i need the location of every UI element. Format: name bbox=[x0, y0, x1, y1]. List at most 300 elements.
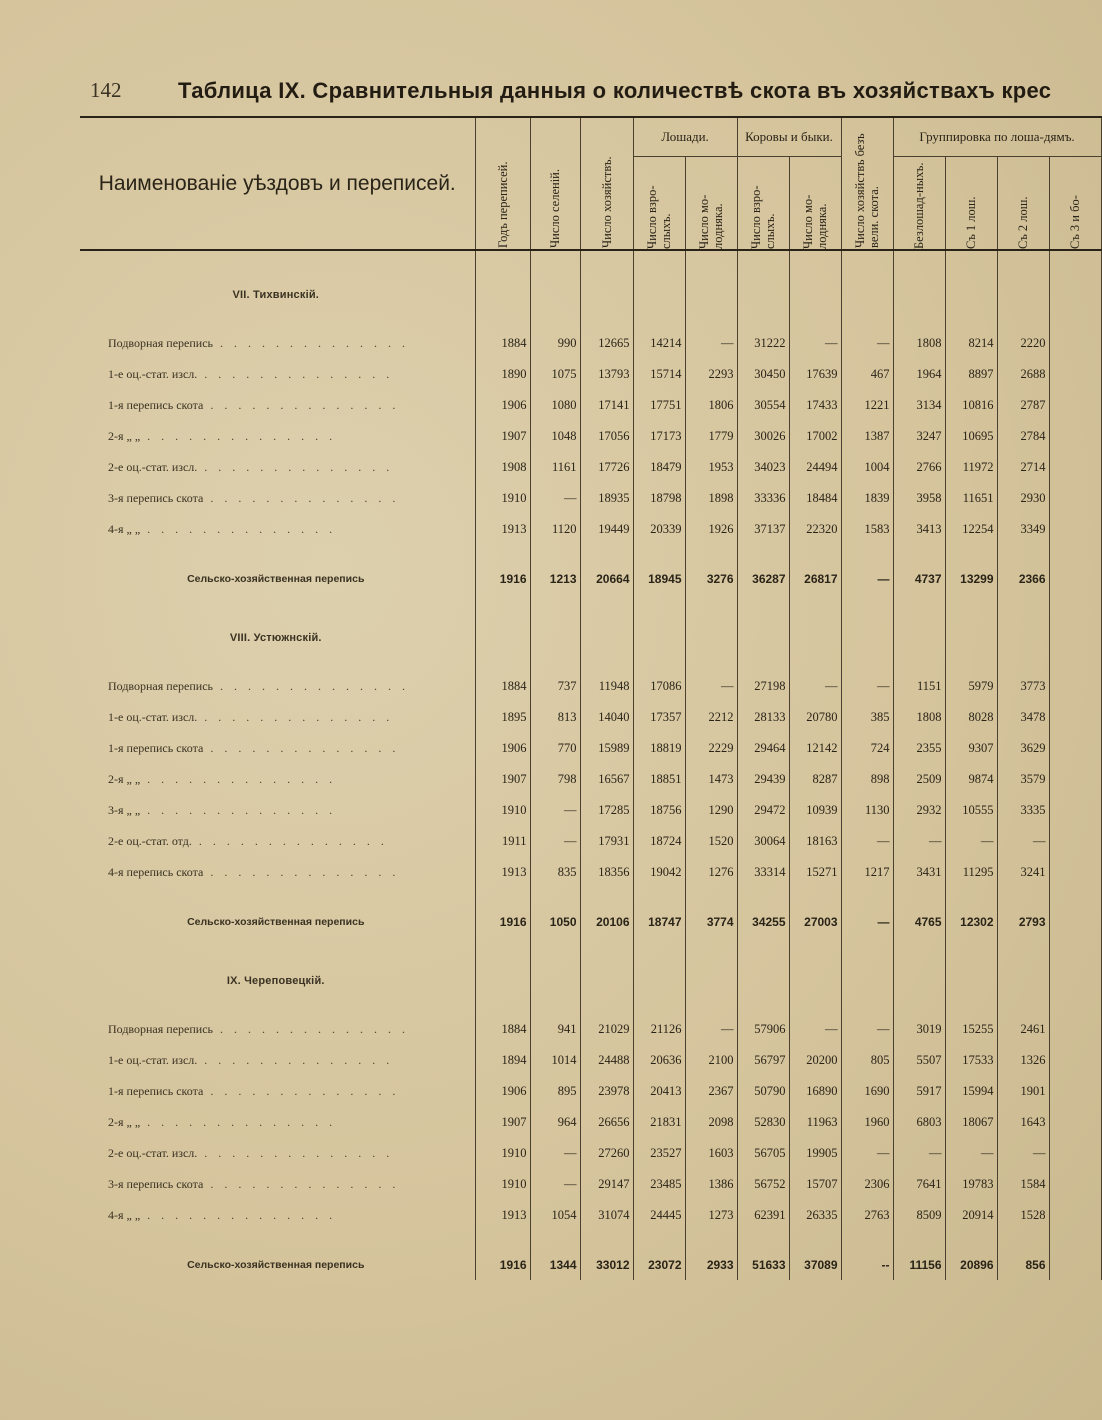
two-horses-cell: 3478 bbox=[997, 702, 1049, 733]
horses-young-cell: 1806 bbox=[685, 390, 737, 421]
three-plus-cell bbox=[1049, 1200, 1101, 1231]
cows-adult-cell: 34023 bbox=[737, 452, 789, 483]
horseless-cell: 5507 bbox=[893, 1045, 945, 1076]
horseless-cell: 2509 bbox=[893, 764, 945, 795]
cows-adult-header: Число взро-слыхъ. bbox=[737, 157, 789, 251]
horses-adult-cell: 23485 bbox=[633, 1169, 685, 1200]
year-cell: 1910 bbox=[475, 483, 530, 514]
cows-young-cell: 8287 bbox=[789, 764, 841, 795]
three-plus-cell bbox=[1049, 826, 1101, 857]
horses-young-cell: 2212 bbox=[685, 702, 737, 733]
cows-adult-cell: 34255 bbox=[737, 906, 789, 937]
horses-young-cell: 1779 bbox=[685, 421, 737, 452]
horseless-cell: 3958 bbox=[893, 483, 945, 514]
villages-cell: 964 bbox=[530, 1107, 580, 1138]
leader-dots: . . . . . . . . . . . . . . bbox=[140, 429, 337, 443]
leader-dots: . . . . . . . . . . . . . . bbox=[140, 1115, 337, 1129]
three-plus-cell bbox=[1049, 328, 1101, 359]
no-cattle-cell: — bbox=[841, 671, 893, 702]
row-label-text: 1-е оц.-стат. изсл. bbox=[108, 1053, 198, 1067]
households-cell: 18935 bbox=[580, 483, 633, 514]
leader-dots: . . . . . . . . . . . . . . bbox=[140, 1208, 337, 1222]
horses-young-cell: 1276 bbox=[685, 857, 737, 888]
row-label bbox=[80, 514, 475, 545]
three-plus-cell bbox=[1049, 359, 1101, 390]
cows-adult-cell: 31222 bbox=[737, 328, 789, 359]
households-cell: 29147 bbox=[580, 1169, 633, 1200]
households-cell: 24488 bbox=[580, 1045, 633, 1076]
households-cell: 17141 bbox=[580, 390, 633, 421]
one-horse-cell: 9307 bbox=[945, 733, 997, 764]
no-cattle-cell: 1217 bbox=[841, 857, 893, 888]
year-cell: 1907 bbox=[475, 421, 530, 452]
three-plus-cell bbox=[1049, 1138, 1101, 1169]
horses-young-cell: 3276 bbox=[685, 563, 737, 594]
horseless-cell: 11156 bbox=[893, 1249, 945, 1280]
two-horses-cell: 2930 bbox=[997, 483, 1049, 514]
cows-adult-cell: 36287 bbox=[737, 563, 789, 594]
no-cattle-cell: 385 bbox=[841, 702, 893, 733]
cows-young-cell: 16890 bbox=[789, 1076, 841, 1107]
three-plus-cell bbox=[1049, 452, 1101, 483]
horses-young-cell: 1953 bbox=[685, 452, 737, 483]
row-label bbox=[80, 483, 475, 514]
villages-cell: 1075 bbox=[530, 359, 580, 390]
row-label bbox=[80, 390, 475, 421]
households-cell: 17056 bbox=[580, 421, 633, 452]
one-horse-cell: 20914 bbox=[945, 1200, 997, 1231]
name-column-header: Наименованіе уѣздовъ и переписей. bbox=[80, 117, 475, 250]
cows-young-cell: 15707 bbox=[789, 1169, 841, 1200]
one-horse-header: Съ 1 лош. bbox=[945, 157, 997, 251]
villages-cell: 941 bbox=[530, 1014, 580, 1045]
cows-young-cell: 22320 bbox=[789, 514, 841, 545]
total-row bbox=[80, 906, 1101, 937]
cows-young-cell: 15271 bbox=[789, 857, 841, 888]
row-label bbox=[80, 857, 475, 888]
households-cell: 26656 bbox=[580, 1107, 633, 1138]
leader-dots: . . . . . . . . . . . . . . bbox=[140, 522, 337, 536]
horses-adult-cell: 21126 bbox=[633, 1014, 685, 1045]
row-label bbox=[80, 906, 475, 937]
horses-adult-cell: 18479 bbox=[633, 452, 685, 483]
horses-adult-cell: 18724 bbox=[633, 826, 685, 857]
no-cattle-column-header: Число хозяйствъ безъ вели. скота. bbox=[841, 117, 893, 250]
no-cattle-cell: — bbox=[841, 906, 893, 937]
villages-cell: — bbox=[530, 1138, 580, 1169]
year-cell: 1916 bbox=[475, 563, 530, 594]
households-cell: 11948 bbox=[580, 671, 633, 702]
cows-adult-cell: 27198 bbox=[737, 671, 789, 702]
spacer-row bbox=[80, 653, 1101, 671]
one-horse-cell: 10695 bbox=[945, 421, 997, 452]
three-plus-cell bbox=[1049, 1045, 1101, 1076]
leader-dots: . . . . . . . . . . . . . . bbox=[140, 803, 337, 817]
horseless-cell: 3134 bbox=[893, 390, 945, 421]
villages-cell: 1050 bbox=[530, 906, 580, 937]
year-cell: 1910 bbox=[475, 1169, 530, 1200]
leader-dots: . . . . . . . . . . . . . . bbox=[197, 367, 394, 381]
households-cell: 20106 bbox=[580, 906, 633, 937]
cows-adult-cell: 30026 bbox=[737, 421, 789, 452]
horseless-cell: 1151 bbox=[893, 671, 945, 702]
horseless-cell: 4765 bbox=[893, 906, 945, 937]
horses-young-cell: 1603 bbox=[685, 1138, 737, 1169]
page-number: 142 bbox=[90, 78, 122, 102]
total-row bbox=[80, 563, 1101, 594]
cows-young-cell: 27003 bbox=[789, 906, 841, 937]
table-row bbox=[80, 733, 1101, 764]
horseless-cell: 1808 bbox=[893, 328, 945, 359]
horseless-cell: 5917 bbox=[893, 1076, 945, 1107]
cows-young-cell: 18163 bbox=[789, 826, 841, 857]
no-cattle-cell: 1130 bbox=[841, 795, 893, 826]
villages-cell: 770 bbox=[530, 733, 580, 764]
row-label-text: 1-я перепись скота bbox=[108, 741, 204, 755]
table-row bbox=[80, 1138, 1101, 1169]
total-row bbox=[80, 1249, 1101, 1280]
leader-dots: . . . . . . . . . . . . . . bbox=[203, 1084, 400, 1098]
row-label-text: 4-я „ „ bbox=[108, 522, 141, 536]
row-label-text: 3-я перепись скота bbox=[108, 491, 204, 505]
horseless-cell: 2932 bbox=[893, 795, 945, 826]
three-plus-cell bbox=[1049, 906, 1101, 937]
two-horses-cell: 2793 bbox=[997, 906, 1049, 937]
horses-adult-cell: 18819 bbox=[633, 733, 685, 764]
one-horse-cell: 10816 bbox=[945, 390, 997, 421]
horses-adult-cell: 14214 bbox=[633, 328, 685, 359]
table-header bbox=[80, 117, 1101, 250]
cows-young-cell: 17002 bbox=[789, 421, 841, 452]
three-plus-cell bbox=[1049, 795, 1101, 826]
households-cell: 33012 bbox=[580, 1249, 633, 1280]
page-title: Таблица IX. Сравнительныя данныя о количествѣ скота въ хозяйствахъ крес bbox=[178, 78, 1052, 103]
two-horses-cell: 3773 bbox=[997, 671, 1049, 702]
horses-young-cell: 1473 bbox=[685, 764, 737, 795]
villages-cell: — bbox=[530, 826, 580, 857]
horses-young-cell: 2367 bbox=[685, 1076, 737, 1107]
spacer-row bbox=[80, 250, 1101, 279]
three-plus-cell bbox=[1049, 1014, 1101, 1045]
horses-young-cell: — bbox=[685, 671, 737, 702]
row-label-text: 1-я перепись скота bbox=[108, 398, 204, 412]
households-cell: 13793 bbox=[580, 359, 633, 390]
one-horse-cell: 8028 bbox=[945, 702, 997, 733]
cows-adult-cell: 57906 bbox=[737, 1014, 789, 1045]
table-row bbox=[80, 514, 1101, 545]
row-label bbox=[80, 452, 475, 483]
cows-young-cell: 10939 bbox=[789, 795, 841, 826]
leader-dots: . . . . . . . . . . . . . . bbox=[197, 460, 394, 474]
table-row bbox=[80, 826, 1101, 857]
row-label bbox=[80, 795, 475, 826]
spacer-row bbox=[80, 888, 1101, 906]
horses-adult-cell: 20339 bbox=[633, 514, 685, 545]
row-label bbox=[80, 733, 475, 764]
row-label bbox=[80, 1169, 475, 1200]
villages-cell: 1054 bbox=[530, 1200, 580, 1231]
section-title: IX. Череповецкій. bbox=[80, 965, 475, 996]
cows-adult-cell: 29464 bbox=[737, 733, 789, 764]
horses-young-cell: 2098 bbox=[685, 1107, 737, 1138]
no-cattle-cell: — bbox=[841, 563, 893, 594]
villages-column-header: Число селеній. bbox=[530, 117, 580, 250]
horses-adult-cell: 18747 bbox=[633, 906, 685, 937]
section-title-row bbox=[80, 622, 1101, 653]
three-plus-cell bbox=[1049, 702, 1101, 733]
row-label-text: 4-я „ „ bbox=[108, 1208, 141, 1222]
section-title: VII. Тихвинскій. bbox=[80, 279, 475, 310]
two-horses-header: Съ 2 лош. bbox=[997, 157, 1049, 251]
households-cell: 15989 bbox=[580, 733, 633, 764]
households-cell: 17726 bbox=[580, 452, 633, 483]
villages-cell: 1120 bbox=[530, 514, 580, 545]
one-horse-cell: 10555 bbox=[945, 795, 997, 826]
cows-young-cell: 12142 bbox=[789, 733, 841, 764]
households-cell: 16567 bbox=[580, 764, 633, 795]
villages-cell: 1014 bbox=[530, 1045, 580, 1076]
one-horse-cell: 15255 bbox=[945, 1014, 997, 1045]
two-horses-cell: 2461 bbox=[997, 1014, 1049, 1045]
horseless-header: Безлошад-ныхъ. bbox=[893, 157, 945, 251]
households-cell: 23978 bbox=[580, 1076, 633, 1107]
no-cattle-cell: 467 bbox=[841, 359, 893, 390]
leader-dots: . . . . . . . . . . . . . . bbox=[197, 1053, 394, 1067]
row-label bbox=[80, 1249, 475, 1280]
three-plus-cell bbox=[1049, 1107, 1101, 1138]
year-cell: 1913 bbox=[475, 514, 530, 545]
horseless-cell: 3247 bbox=[893, 421, 945, 452]
row-label-text: Сельско-хозяйственная перепись bbox=[187, 915, 365, 928]
horseless-cell: 3019 bbox=[893, 1014, 945, 1045]
row-label bbox=[80, 328, 475, 359]
horses-adult-cell: 23527 bbox=[633, 1138, 685, 1169]
table-row bbox=[80, 359, 1101, 390]
row-label bbox=[80, 1107, 475, 1138]
cows-young-cell: 37089 bbox=[789, 1249, 841, 1280]
three-plus-cell bbox=[1049, 857, 1101, 888]
horses-adult-cell: 18756 bbox=[633, 795, 685, 826]
spacer-row bbox=[80, 937, 1101, 965]
year-cell: 1890 bbox=[475, 359, 530, 390]
cows-young-cell: 11963 bbox=[789, 1107, 841, 1138]
no-cattle-cell: 1221 bbox=[841, 390, 893, 421]
year-cell: 1907 bbox=[475, 1107, 530, 1138]
two-horses-cell: 3349 bbox=[997, 514, 1049, 545]
cows-adult-cell: 30554 bbox=[737, 390, 789, 421]
villages-cell: 1213 bbox=[530, 563, 580, 594]
no-cattle-cell: 1583 bbox=[841, 514, 893, 545]
statistics-table-container bbox=[80, 116, 1083, 1336]
page-header bbox=[90, 78, 1076, 108]
row-label-text: Подворная перепись bbox=[108, 679, 213, 693]
two-horses-cell: 1528 bbox=[997, 1200, 1049, 1231]
villages-cell: 895 bbox=[530, 1076, 580, 1107]
horses-young-cell: 1520 bbox=[685, 826, 737, 857]
cows-adult-cell: 51633 bbox=[737, 1249, 789, 1280]
cows-young-cell: 20780 bbox=[789, 702, 841, 733]
table-row bbox=[80, 795, 1101, 826]
cows-adult-cell: 62391 bbox=[737, 1200, 789, 1231]
cows-group-header: Коровы и быки. bbox=[737, 117, 841, 157]
villages-cell: 1344 bbox=[530, 1249, 580, 1280]
horses-adult-header: Число взро-слыхъ. bbox=[633, 157, 685, 251]
table-row bbox=[80, 764, 1101, 795]
row-label bbox=[80, 702, 475, 733]
one-horse-cell: — bbox=[945, 826, 997, 857]
horseless-cell: — bbox=[893, 1138, 945, 1169]
horseless-cell: 1964 bbox=[893, 359, 945, 390]
year-cell: 1910 bbox=[475, 1138, 530, 1169]
row-label-text: 2-е оц.-стат. отд. bbox=[108, 834, 192, 848]
villages-cell: 1080 bbox=[530, 390, 580, 421]
villages-cell: 990 bbox=[530, 328, 580, 359]
cows-young-cell: 19905 bbox=[789, 1138, 841, 1169]
one-horse-cell: 18067 bbox=[945, 1107, 997, 1138]
row-label-text: 2-е оц.-стат. изсл. bbox=[108, 460, 198, 474]
year-cell: 1884 bbox=[475, 328, 530, 359]
year-cell: 1884 bbox=[475, 1014, 530, 1045]
horseless-cell: 3413 bbox=[893, 514, 945, 545]
three-plus-cell bbox=[1049, 563, 1101, 594]
two-horses-cell: 1584 bbox=[997, 1169, 1049, 1200]
table-row bbox=[80, 452, 1101, 483]
villages-cell: 1048 bbox=[530, 421, 580, 452]
three-plus-cell bbox=[1049, 390, 1101, 421]
two-horses-cell: 3629 bbox=[997, 733, 1049, 764]
two-horses-cell: 2784 bbox=[997, 421, 1049, 452]
cows-adult-cell: 30450 bbox=[737, 359, 789, 390]
row-label-text: 4-я перепись скота bbox=[108, 865, 204, 879]
table-row bbox=[80, 857, 1101, 888]
horses-adult-cell: 15714 bbox=[633, 359, 685, 390]
villages-cell: 1161 bbox=[530, 452, 580, 483]
no-cattle-cell: 1690 bbox=[841, 1076, 893, 1107]
table-row bbox=[80, 421, 1101, 452]
no-cattle-cell: -- bbox=[841, 1249, 893, 1280]
one-horse-cell: 12302 bbox=[945, 906, 997, 937]
villages-cell: — bbox=[530, 1169, 580, 1200]
row-label bbox=[80, 1200, 475, 1231]
three-plus-cell bbox=[1049, 1076, 1101, 1107]
row-label-text: 1-я перепись скота bbox=[108, 1084, 204, 1098]
two-horses-cell: 2688 bbox=[997, 359, 1049, 390]
cows-adult-cell: 29439 bbox=[737, 764, 789, 795]
households-cell: 14040 bbox=[580, 702, 633, 733]
cows-adult-cell: 56797 bbox=[737, 1045, 789, 1076]
table-row bbox=[80, 1169, 1101, 1200]
section-title-row bbox=[80, 279, 1101, 310]
cows-young-cell: 26335 bbox=[789, 1200, 841, 1231]
one-horse-cell: 13299 bbox=[945, 563, 997, 594]
households-cell: 27260 bbox=[580, 1138, 633, 1169]
row-label bbox=[80, 1138, 475, 1169]
table-row bbox=[80, 1107, 1101, 1138]
horses-adult-cell: 17357 bbox=[633, 702, 685, 733]
cows-young-cell: 18484 bbox=[789, 483, 841, 514]
table-row bbox=[80, 328, 1101, 359]
two-horses-cell: 1901 bbox=[997, 1076, 1049, 1107]
horses-adult-cell: 21831 bbox=[633, 1107, 685, 1138]
villages-cell: — bbox=[530, 483, 580, 514]
no-cattle-cell: — bbox=[841, 1138, 893, 1169]
horseless-cell: — bbox=[893, 826, 945, 857]
two-horses-cell: 2714 bbox=[997, 452, 1049, 483]
horses-adult-cell: 18945 bbox=[633, 563, 685, 594]
table-row bbox=[80, 1014, 1101, 1045]
horseless-cell: 2355 bbox=[893, 733, 945, 764]
spacer-row bbox=[80, 594, 1101, 622]
cows-adult-cell: 28133 bbox=[737, 702, 789, 733]
spacer-row bbox=[80, 1231, 1101, 1249]
year-cell: 1906 bbox=[475, 1076, 530, 1107]
one-horse-cell: 9874 bbox=[945, 764, 997, 795]
year-cell: 1913 bbox=[475, 857, 530, 888]
horseless-cell: 4737 bbox=[893, 563, 945, 594]
three-plus-cell bbox=[1049, 1169, 1101, 1200]
horses-young-cell: 1926 bbox=[685, 514, 737, 545]
no-cattle-cell: 2306 bbox=[841, 1169, 893, 1200]
horses-group-header: Лошади. bbox=[633, 117, 737, 157]
one-horse-cell: 11972 bbox=[945, 452, 997, 483]
row-label-text: 2-я „ „ bbox=[108, 1115, 141, 1129]
households-cell: 31074 bbox=[580, 1200, 633, 1231]
cows-adult-cell: 52830 bbox=[737, 1107, 789, 1138]
no-cattle-cell: 2763 bbox=[841, 1200, 893, 1231]
households-cell: 17285 bbox=[580, 795, 633, 826]
three-plus-cell bbox=[1049, 764, 1101, 795]
horses-adult-cell: 23072 bbox=[633, 1249, 685, 1280]
spacer-row bbox=[80, 310, 1101, 328]
horseless-cell: 8509 bbox=[893, 1200, 945, 1231]
row-label-text: 3-я перепись скота bbox=[108, 1177, 204, 1191]
no-cattle-cell: 1387 bbox=[841, 421, 893, 452]
no-cattle-cell: 805 bbox=[841, 1045, 893, 1076]
two-horses-cell: 856 bbox=[997, 1249, 1049, 1280]
spacer-row bbox=[80, 996, 1101, 1014]
row-label-text: Подворная перепись bbox=[108, 1022, 213, 1036]
no-cattle-cell: 898 bbox=[841, 764, 893, 795]
households-cell: 19449 bbox=[580, 514, 633, 545]
horseless-cell: 7641 bbox=[893, 1169, 945, 1200]
one-horse-cell: 15994 bbox=[945, 1076, 997, 1107]
villages-cell: 798 bbox=[530, 764, 580, 795]
horseless-cell: 6803 bbox=[893, 1107, 945, 1138]
three-plus-cell bbox=[1049, 1249, 1101, 1280]
two-horses-cell: 2220 bbox=[997, 328, 1049, 359]
row-label-text: 2-е оц.-стат. изсл. bbox=[108, 1146, 198, 1160]
horses-young-cell: 1898 bbox=[685, 483, 737, 514]
leader-dots: . . . . . . . . . . . . . . bbox=[140, 772, 337, 786]
row-label bbox=[80, 563, 475, 594]
horseless-cell: 3431 bbox=[893, 857, 945, 888]
cows-adult-cell: 29472 bbox=[737, 795, 789, 826]
households-cell: 21029 bbox=[580, 1014, 633, 1045]
row-label bbox=[80, 1014, 475, 1045]
three-plus-cell bbox=[1049, 671, 1101, 702]
table-row bbox=[80, 1200, 1101, 1231]
table-row bbox=[80, 1045, 1101, 1076]
horses-adult-cell: 18798 bbox=[633, 483, 685, 514]
horses-adult-cell: 19042 bbox=[633, 857, 685, 888]
horses-adult-cell: 20413 bbox=[633, 1076, 685, 1107]
year-cell: 1895 bbox=[475, 702, 530, 733]
row-label-text: 1-е оц.-стат. изсл. bbox=[108, 710, 198, 724]
two-horses-cell: 3241 bbox=[997, 857, 1049, 888]
no-cattle-cell: — bbox=[841, 826, 893, 857]
two-horses-cell: 1643 bbox=[997, 1107, 1049, 1138]
horses-adult-cell: 17751 bbox=[633, 390, 685, 421]
